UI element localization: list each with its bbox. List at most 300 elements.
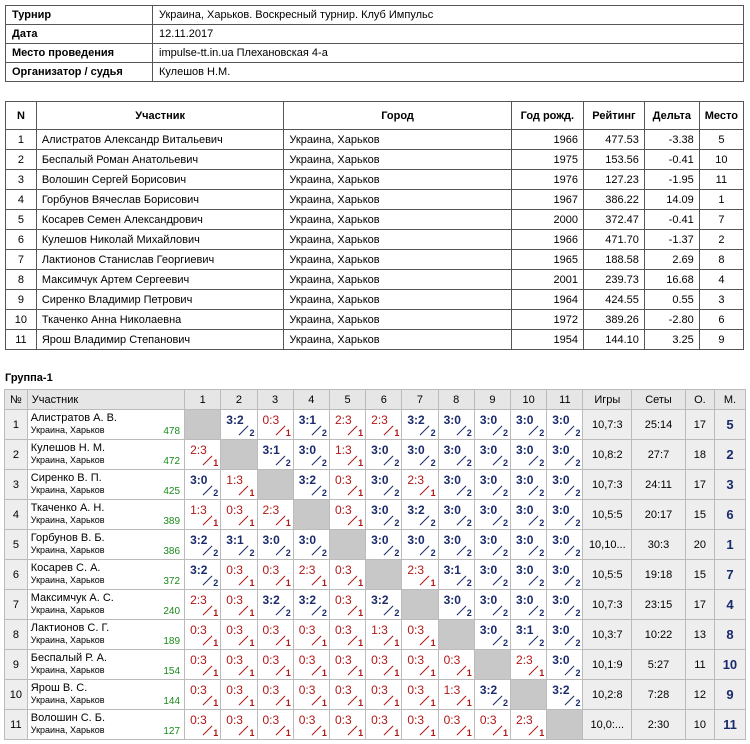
score-slash xyxy=(311,606,321,616)
score-slash xyxy=(311,486,321,496)
grid-result-cell xyxy=(402,530,438,560)
match-points: 1 xyxy=(285,728,291,738)
match-score: 0:3 xyxy=(334,653,352,667)
score-slash xyxy=(420,426,430,436)
match-points: 2 xyxy=(539,518,545,528)
match-score: 0:3 xyxy=(407,623,425,637)
score-slash xyxy=(565,486,575,496)
match-score: 3:2 xyxy=(262,593,280,607)
score-slash xyxy=(420,486,430,496)
score-slash xyxy=(565,426,575,436)
grid-diagonal-cell xyxy=(438,620,474,650)
score-slash xyxy=(203,516,213,526)
score-slash xyxy=(203,666,213,676)
match-points: 2 xyxy=(321,608,327,618)
participant-rating: 127.23 xyxy=(584,170,645,190)
match-score: 0:3 xyxy=(226,503,243,517)
grid-result-cell xyxy=(474,470,510,500)
score-slash xyxy=(420,636,430,646)
grid-points: 13 xyxy=(685,620,714,650)
grid-result-cell xyxy=(293,590,329,620)
score-slash xyxy=(529,426,539,436)
match-score: 0:3 xyxy=(443,713,461,727)
grid-result-cell xyxy=(547,590,583,620)
score-slash xyxy=(384,636,394,646)
grid-result-cell xyxy=(511,710,547,740)
match-points: 1 xyxy=(394,698,400,708)
grid-result-cell xyxy=(257,590,293,620)
info-key: Место проведения xyxy=(6,44,153,63)
participant-name: Косарев Семен Александрович xyxy=(36,210,284,230)
match-points: 2 xyxy=(503,458,509,468)
grid-result-cell xyxy=(221,620,257,650)
grid-result-cell xyxy=(293,470,329,500)
match-score: 2:3 xyxy=(190,593,207,607)
grid-player-name: Ткаченко А. Н. xyxy=(30,502,105,514)
participant-city: Украина, Харьков xyxy=(284,190,511,210)
match-score: 3:0 xyxy=(479,593,498,607)
grid-result-cell xyxy=(366,680,402,710)
grid-result-cell xyxy=(293,710,329,740)
grid-diagonal-cell xyxy=(185,410,221,440)
participant-city: Украина, Харьков xyxy=(284,130,511,150)
match-score: 3:2 xyxy=(552,683,570,697)
match-points: 1 xyxy=(213,728,219,738)
participant-city: Украина, Харьков xyxy=(284,270,511,290)
participant-delta: -2.80 xyxy=(644,310,699,330)
grid-place: 9 xyxy=(714,680,745,710)
grid-result-cell xyxy=(185,440,221,470)
score-slash xyxy=(565,516,575,526)
grid-result-cell xyxy=(329,650,365,680)
grid-player-rating: 144 xyxy=(163,696,181,707)
grid-row-number: 2 xyxy=(5,440,28,470)
grid-result-cell xyxy=(402,440,438,470)
grid-header-points: О. xyxy=(685,390,714,410)
match-score: 0:3 xyxy=(262,713,280,727)
match-score: 0:3 xyxy=(226,653,243,667)
match-points: 2 xyxy=(430,548,436,558)
participant-city: Украина, Харьков xyxy=(284,150,511,170)
match-score: 3:0 xyxy=(443,593,461,607)
table-row xyxy=(6,230,744,250)
participant-delta: -0.41 xyxy=(644,150,699,170)
grid-player-cell xyxy=(27,620,184,650)
info-row xyxy=(6,63,744,82)
match-points: 1 xyxy=(430,728,436,738)
match-points: 1 xyxy=(430,578,436,588)
grid-result-cell xyxy=(366,440,402,470)
participants-table xyxy=(5,101,744,350)
score-slash xyxy=(529,726,539,736)
match-points: 1 xyxy=(285,638,291,648)
grid-result-cell xyxy=(293,650,329,680)
match-points: 1 xyxy=(358,518,364,528)
match-points: 2 xyxy=(503,608,509,618)
grid-games: 10,7:3 xyxy=(583,590,632,620)
match-score: 3:0 xyxy=(479,413,498,427)
match-points: 2 xyxy=(539,488,545,498)
score-slash xyxy=(275,576,285,586)
table-row xyxy=(6,330,744,350)
match-score: 3:0 xyxy=(262,533,280,547)
grid-place: 1 xyxy=(714,530,745,560)
score-slash xyxy=(456,546,466,556)
participant-name: Алистратов Александр Витальевич xyxy=(36,130,284,150)
grid-row xyxy=(5,560,746,590)
grid-games: 10,0:... xyxy=(583,710,632,740)
match-points: 1 xyxy=(285,518,291,528)
grid-player-cell xyxy=(27,500,184,530)
match-points: 2 xyxy=(503,428,509,438)
match-points: 1 xyxy=(321,668,327,678)
score-slash xyxy=(203,636,213,646)
table-row xyxy=(6,310,744,330)
score-slash xyxy=(529,666,539,676)
match-score: 0:3 xyxy=(334,593,352,607)
grid-sets: 24:11 xyxy=(632,470,686,500)
score-slash xyxy=(275,696,285,706)
match-points: 2 xyxy=(394,488,400,498)
grid-row-number: 6 xyxy=(5,560,28,590)
participant-place: 11 xyxy=(699,170,743,190)
col-header-rating: Рейтинг xyxy=(584,102,645,130)
match-points: 2 xyxy=(394,548,400,558)
score-slash xyxy=(565,576,575,586)
grid-sets: 10:22 xyxy=(632,620,686,650)
score-slash xyxy=(239,606,249,616)
grid-row xyxy=(5,710,746,740)
match-score: 3:2 xyxy=(371,593,389,607)
grid-player-cell xyxy=(27,710,184,740)
match-score: 3:1 xyxy=(262,443,280,457)
match-points: 2 xyxy=(321,458,327,468)
match-score: 0:3 xyxy=(334,683,352,697)
score-slash xyxy=(239,516,249,526)
participant-number: 1 xyxy=(6,130,37,150)
match-points: 1 xyxy=(213,458,219,468)
score-slash xyxy=(565,546,575,556)
score-slash xyxy=(239,546,249,556)
info-value: 12.11.2017 xyxy=(153,25,744,44)
score-slash xyxy=(347,456,357,466)
participant-rating: 372.47 xyxy=(584,210,645,230)
match-score: 3:2 xyxy=(226,413,244,427)
match-points: 1 xyxy=(285,578,291,588)
match-points: 2 xyxy=(503,548,509,558)
grid-header-opponent: 5 xyxy=(329,390,365,410)
grid-player-city: Украина, Харьков xyxy=(30,425,105,435)
info-row xyxy=(6,6,744,25)
match-score: 0:3 xyxy=(262,563,280,577)
match-points: 1 xyxy=(321,698,327,708)
participant-place: 7 xyxy=(699,210,743,230)
score-slash xyxy=(239,426,249,436)
match-points: 2 xyxy=(213,578,219,588)
grid-result-cell xyxy=(402,470,438,500)
match-score: 0:3 xyxy=(298,713,316,727)
score-slash xyxy=(456,696,466,706)
grid-row-number: 11 xyxy=(5,710,28,740)
grid-diagonal-cell xyxy=(257,470,293,500)
match-score: 2:3 xyxy=(298,563,316,577)
match-points: 2 xyxy=(466,518,472,528)
grid-result-cell xyxy=(221,560,257,590)
score-slash xyxy=(275,606,285,616)
grid-games: 10,7:3 xyxy=(583,470,632,500)
participant-birth-year: 1967 xyxy=(511,190,583,210)
participant-delta: 3.25 xyxy=(644,330,699,350)
participant-birth-year: 1966 xyxy=(511,130,583,150)
grid-header-opponent: 2 xyxy=(221,390,257,410)
participant-delta: -1.37 xyxy=(644,230,699,250)
score-slash xyxy=(529,516,539,526)
score-slash xyxy=(347,486,357,496)
match-score: 0:3 xyxy=(479,713,497,727)
match-score: 3:0 xyxy=(479,533,498,547)
match-score: 3:0 xyxy=(479,623,498,637)
match-points: 1 xyxy=(358,608,364,618)
grid-player-rating: 478 xyxy=(163,426,181,437)
grid-result-cell xyxy=(293,410,329,440)
match-score: 3:0 xyxy=(516,503,534,517)
match-score: 3:0 xyxy=(371,503,389,517)
match-points: 1 xyxy=(285,428,291,438)
grid-games: 10,10... xyxy=(583,530,632,560)
grid-sets: 19:18 xyxy=(632,560,686,590)
grid-player-name: Максимчук А. С. xyxy=(30,592,114,604)
grid-result-cell xyxy=(511,500,547,530)
grid-result-cell xyxy=(511,620,547,650)
match-score: 0:3 xyxy=(226,683,243,697)
grid-result-cell xyxy=(547,410,583,440)
grid-result-cell xyxy=(547,680,583,710)
match-score: 0:3 xyxy=(262,413,280,427)
match-points: 1 xyxy=(430,668,436,678)
match-points: 2 xyxy=(249,428,255,438)
grid-result-cell xyxy=(511,440,547,470)
grid-row-number: 7 xyxy=(5,590,28,620)
table-row xyxy=(6,130,744,150)
match-points: 2 xyxy=(394,458,400,468)
match-points: 1 xyxy=(394,638,400,648)
match-points: 2 xyxy=(539,458,545,468)
score-slash xyxy=(311,426,321,436)
match-points: 2 xyxy=(575,458,581,468)
grid-place: 11 xyxy=(714,710,745,740)
grid-place: 6 xyxy=(714,500,745,530)
grid-row xyxy=(5,680,746,710)
score-slash xyxy=(420,546,430,556)
score-slash xyxy=(311,546,321,556)
match-score: 3:0 xyxy=(516,443,534,457)
score-slash xyxy=(347,516,357,526)
match-points: 1 xyxy=(503,728,509,738)
grid-player-name: Сиренко В. П. xyxy=(30,472,102,484)
grid-header-sets: Сеты xyxy=(632,390,686,410)
grid-result-cell xyxy=(329,590,365,620)
grid-row xyxy=(5,590,746,620)
score-slash xyxy=(275,546,285,556)
participant-delta: 14.09 xyxy=(644,190,699,210)
participant-birth-year: 1976 xyxy=(511,170,583,190)
score-slash xyxy=(384,516,394,526)
match-score: 3:0 xyxy=(298,533,317,547)
match-points: 2 xyxy=(466,578,472,588)
match-points: 1 xyxy=(358,698,364,708)
match-score: 0:3 xyxy=(298,683,316,697)
score-slash xyxy=(456,726,466,736)
grid-result-cell xyxy=(185,470,221,500)
score-slash xyxy=(420,456,430,466)
grid-result-cell xyxy=(547,440,583,470)
grid-result-cell xyxy=(257,560,293,590)
grid-result-cell xyxy=(438,560,474,590)
grid-result-cell xyxy=(474,500,510,530)
grid-player-city: Украина, Харьков xyxy=(30,695,105,705)
score-slash xyxy=(492,576,502,586)
participant-delta: -3.38 xyxy=(644,130,699,150)
score-slash xyxy=(420,576,430,586)
score-slash xyxy=(565,696,575,706)
match-score: 0:3 xyxy=(407,713,425,727)
score-slash xyxy=(311,636,321,646)
participant-delta: 16.68 xyxy=(644,270,699,290)
score-slash xyxy=(529,456,539,466)
grid-result-cell xyxy=(547,620,583,650)
match-points: 2 xyxy=(466,548,472,558)
grid-row xyxy=(5,500,746,530)
participant-name: Кулешов Николай Михайлович xyxy=(36,230,284,250)
grid-games: 10,7:3 xyxy=(583,410,632,440)
score-slash xyxy=(565,606,575,616)
match-points: 2 xyxy=(394,518,400,528)
grid-player-city: Украина, Харьков xyxy=(30,665,105,675)
score-slash xyxy=(239,666,249,676)
match-score: 0:3 xyxy=(443,653,461,667)
match-score: 1:3 xyxy=(226,473,243,487)
grid-sets: 20:17 xyxy=(632,500,686,530)
grid-player-name: Беспалый Р. А. xyxy=(30,652,107,664)
score-slash xyxy=(311,456,321,466)
grid-row xyxy=(5,470,746,500)
grid-result-cell xyxy=(293,560,329,590)
match-score: 3:0 xyxy=(443,473,461,487)
grid-result-cell xyxy=(438,530,474,560)
match-score: 0:3 xyxy=(334,503,352,517)
score-slash xyxy=(275,636,285,646)
grid-place: 10 xyxy=(714,650,745,680)
grid-result-cell xyxy=(366,500,402,530)
score-slash xyxy=(311,726,321,736)
grid-player-cell xyxy=(27,650,184,680)
col-header-place: Место xyxy=(699,102,743,130)
match-score: 2:3 xyxy=(516,653,533,667)
participant-city: Украина, Харьков xyxy=(284,290,511,310)
match-points: 2 xyxy=(321,428,327,438)
score-slash xyxy=(239,576,249,586)
grid-result-cell xyxy=(474,440,510,470)
match-points: 1 xyxy=(249,518,255,528)
grid-result-cell xyxy=(438,410,474,440)
match-score: 3:0 xyxy=(479,443,498,457)
participant-name: Беспалый Роман Анатольевич xyxy=(36,150,284,170)
match-score: 2:3 xyxy=(371,413,388,427)
match-points: 2 xyxy=(466,488,472,498)
grid-player-cell xyxy=(27,560,184,590)
grid-row-number: 8 xyxy=(5,620,28,650)
col-header-delta: Дельта xyxy=(644,102,699,130)
match-score: 3:0 xyxy=(552,533,570,547)
match-score: 2:3 xyxy=(516,713,533,727)
grid-result-cell xyxy=(402,680,438,710)
participant-place: 3 xyxy=(699,290,743,310)
grid-result-cell xyxy=(366,470,402,500)
score-slash xyxy=(456,516,466,526)
grid-points: 20 xyxy=(685,530,714,560)
grid-result-cell xyxy=(185,710,221,740)
grid-result-cell xyxy=(329,500,365,530)
grid-player-name: Кулешов Н. М. xyxy=(30,442,106,454)
score-slash xyxy=(492,486,502,496)
participant-name: Ярош Владимир Степанович xyxy=(36,330,284,350)
grid-result-cell xyxy=(329,620,365,650)
participant-delta: -1.95 xyxy=(644,170,699,190)
grid-header-place: М. xyxy=(714,390,745,410)
score-slash xyxy=(311,576,321,586)
grid-result-cell xyxy=(221,650,257,680)
match-points: 1 xyxy=(358,728,364,738)
grid-sets: 7:28 xyxy=(632,680,686,710)
match-score: 3:1 xyxy=(226,533,244,547)
score-slash xyxy=(420,696,430,706)
grid-player-name: Алистратов А. В. xyxy=(30,412,117,424)
grid-result-cell xyxy=(185,560,221,590)
match-score: 3:0 xyxy=(552,563,570,577)
participant-name: Лактионов Станислав Георгиевич xyxy=(36,250,284,270)
grid-result-cell xyxy=(293,680,329,710)
grid-player-rating: 127 xyxy=(163,726,181,737)
match-points: 1 xyxy=(249,638,255,648)
match-points: 1 xyxy=(430,488,436,498)
info-key: Дата xyxy=(6,25,153,44)
grid-games: 10,5:5 xyxy=(583,500,632,530)
match-score: 3:0 xyxy=(298,443,317,457)
grid-player-cell xyxy=(27,440,184,470)
match-points: 1 xyxy=(249,578,255,588)
match-score: 3:2 xyxy=(298,473,317,487)
participant-birth-year: 2000 xyxy=(511,210,583,230)
score-slash xyxy=(203,606,213,616)
score-slash xyxy=(239,636,249,646)
participant-name: Горбунов Вячеслав Борисович xyxy=(36,190,284,210)
group-results-grid xyxy=(4,389,746,740)
grid-player-cell xyxy=(27,410,184,440)
match-score: 3:0 xyxy=(407,443,425,457)
grid-header-opponent: 11 xyxy=(547,390,583,410)
match-points: 2 xyxy=(430,458,436,468)
match-score: 0:3 xyxy=(190,653,207,667)
score-slash xyxy=(203,696,213,706)
match-score: 3:0 xyxy=(371,473,389,487)
grid-sets: 5:27 xyxy=(632,650,686,680)
match-score: 0:3 xyxy=(334,713,352,727)
grid-points: 10 xyxy=(685,710,714,740)
grid-games: 10,3:7 xyxy=(583,620,632,650)
participant-birth-year: 1972 xyxy=(511,310,583,330)
match-points: 1 xyxy=(394,728,400,738)
grid-place: 4 xyxy=(714,590,745,620)
